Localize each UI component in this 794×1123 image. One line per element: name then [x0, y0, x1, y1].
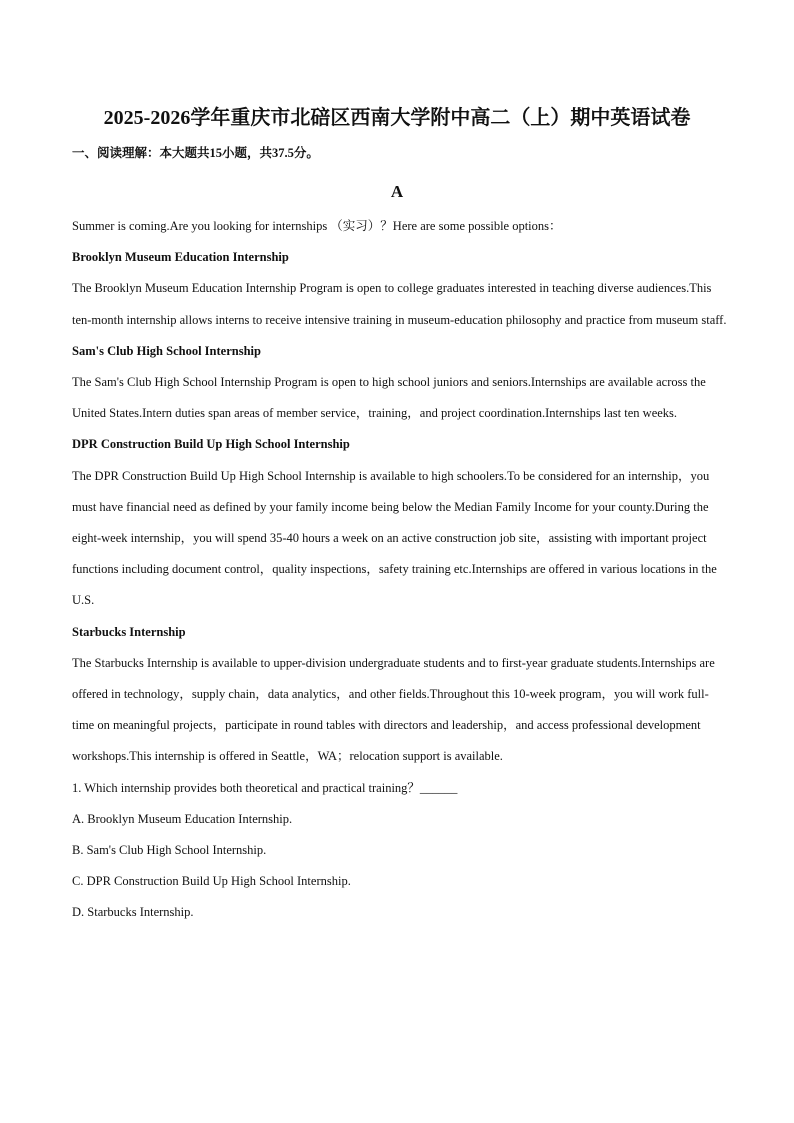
- passage-letter: A: [390, 182, 404, 201]
- option-a: A. Brooklyn Museum Education Internship.: [72, 811, 293, 826]
- internship-body-starbucks: The Starbucks Internship is available to upper-division undergraduate students and to first-year graduate students.Internships are offered in technology，supply chain，data analytics，and other fields.Throughout this 10-week program，you will work full-time on meaningful projects，participate in round tables with directors and leadership，and access professional development workshops.This internship is offered in Seattle，WA；relocation support is available.: [72, 655, 715, 764]
- passage-content: [72, 211, 728, 929]
- option-c: C. DPR Construction Build Up High School Internship.: [72, 874, 351, 889]
- section-heading: 一、阅读理解：本大题共15小题，共37.5分。: [72, 146, 319, 160]
- exam-title: 2025-2026学年重庆市北碚区西南大学附中高二（上）期中英语试卷: [103, 107, 691, 129]
- internship-body-brooklyn: The Brooklyn Museum Education Internship Program is open to college graduates interested in teaching diverse audiences.This ten-month internship allows interns to receive intensive training in museum-education philosophy and practice from museum staff.: [72, 281, 727, 327]
- internship-body-dpr: The DPR Construction Build Up High School Internship is available to high schoolers.To be considered for an internship，you must have financial need as defined by your family income being below the Median Family Income for your county.During the eight-week internship，you will spend 35-40 hours a week on an active construction job site，assisting with important project functions including document control，quality inspections，safety training etc.Internships are offered in various locations in the U.S.: [72, 468, 717, 608]
- passage-intro: Summer is coming.Are you looking for internships （实习）？Here are some possible options：: [72, 219, 562, 233]
- internship-heading-sams-club: Sam's Club High School Internship: [72, 343, 261, 358]
- internship-body-sams-club: The Sam's Club High School Internship Program is open to high school juniors and seniors.Internships are available across the United States.Intern duties span areas of member service，training，and project coordination.Internships last ten weeks.: [72, 375, 706, 421]
- internship-heading-dpr: DPR Construction Build Up High School Internship: [72, 437, 350, 452]
- internship-heading-starbucks: Starbucks Internship: [72, 624, 186, 639]
- option-d: D. Starbucks Internship.: [72, 905, 194, 920]
- option-b: B. Sam's Club High School Internship.: [72, 843, 267, 858]
- question-stem: 1. Which internship provides both theoretical and practical training？______: [72, 780, 458, 795]
- internship-heading-brooklyn: Brooklyn Museum Education Internship: [72, 250, 289, 265]
